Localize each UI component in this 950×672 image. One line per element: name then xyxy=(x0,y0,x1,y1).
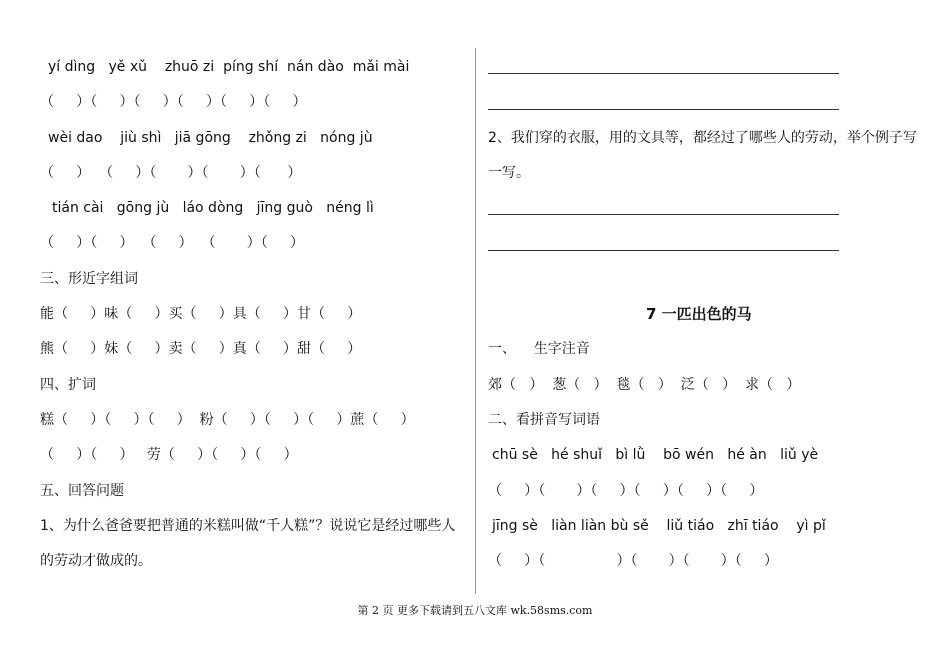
question-2-line-2: 一写。 xyxy=(488,165,530,181)
similar-chars-row-2: 熊（ ）妹（ ）卖（ ）真（ ）甜（ ） xyxy=(40,341,362,357)
question-2-line-1: 2、我们穿的衣服，用的文具等，都经过了哪些人的劳动，举个例子写 xyxy=(488,130,917,146)
expand-words-row-2: （ ）（ ） 劳（ ）（ ）（ ） xyxy=(40,447,298,463)
blanks-row-1: （ ）（ ）（ ）（ ）（ ）（ ） xyxy=(488,483,764,499)
answer-line[interactable] xyxy=(488,73,839,74)
section-4-heading: 四、扩词 xyxy=(40,377,96,393)
phonetic-notation-row: 郊（ ） 葱（ ） 毯（ ） 泛（ ） 求（ ） xyxy=(488,377,801,393)
page-footer: 第 2 页 更多下载请到五八文库 wk.58sms.com xyxy=(357,604,593,617)
answer-line[interactable] xyxy=(488,109,839,110)
section-3-heading: 三、形近字组词 xyxy=(40,271,138,287)
blanks-row-2: （ ） （ ）（ ）（ ）（ ） xyxy=(40,165,302,181)
blanks-row-3: （ ）（ ） （ ） （ ）（ ） xyxy=(40,235,304,251)
pinyin-row-3: tián cài gōng jù láo dòng jīng guò néng lì xyxy=(52,200,374,216)
question-1-line-2: 的劳动才做成的。 xyxy=(40,553,152,569)
section-5-heading: 五、回答问题 xyxy=(40,483,124,499)
part-1-heading: 一、 生字注音 xyxy=(488,341,590,357)
pinyin-row-2: jīng sè liàn liàn bù sě liǔ tiáo zhī tiáo yì pǐ xyxy=(492,518,826,534)
expand-words-row-1: 糕（ ）（ ）（ ） 粉（ ）（ ）（ ）蔗（ ） xyxy=(40,412,415,428)
column-divider xyxy=(475,48,476,594)
part-2-heading: 二、看拼音写词语 xyxy=(488,412,600,428)
blanks-row-1: （ ）（ ）（ ）（ ）（ ）（ ） xyxy=(40,94,307,110)
question-1-line-1: 1、为什么爸爸要把普通的米糕叫做“千人糕”？说说它是经过哪些人 xyxy=(40,518,456,534)
lesson-title: 7 一匹出色的马 xyxy=(646,305,752,323)
answer-line[interactable] xyxy=(488,214,839,215)
pinyin-row-1: yí dìng yě xǔ zhuō zi píng shí nán dào mǎi mài xyxy=(48,59,410,75)
answer-line[interactable] xyxy=(488,250,839,251)
blanks-row-2: （ ）（ ）（ ）（ ）（ ） xyxy=(488,553,779,569)
pinyin-row-2: wèi dao jiù shì jiā gōng zhǒng zi nóng jù xyxy=(48,130,373,146)
pinyin-row-1: chū sè hé shuǐ bì lǜ bō wén hé àn liǔ yè xyxy=(492,447,819,463)
similar-chars-row-1: 能（ ）味（ ）买（ ）具（ ）甘（ ） xyxy=(40,306,362,322)
